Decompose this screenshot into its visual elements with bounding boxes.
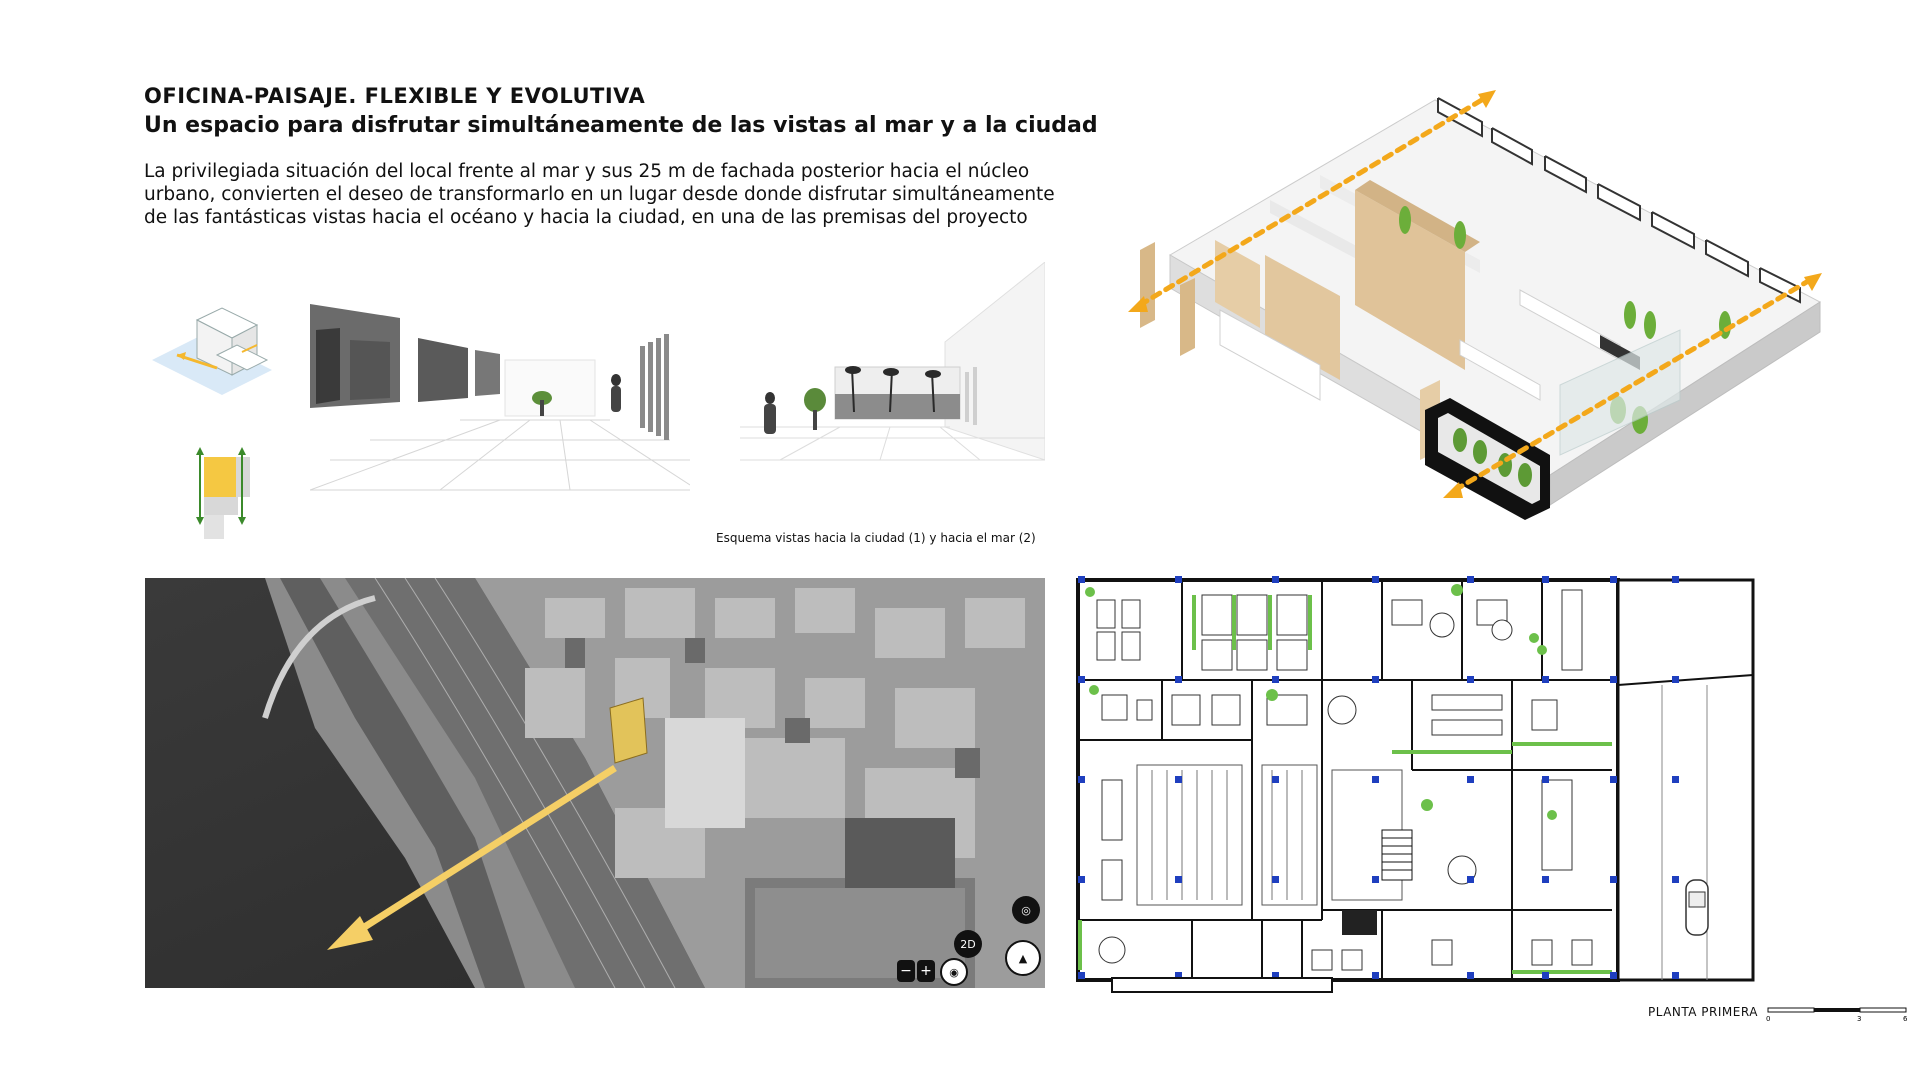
aerial-city-photo (145, 578, 1045, 988)
city-view-perspective-sketch (310, 290, 690, 500)
scale-tick-label: 6 (1903, 1015, 1908, 1022)
globe-icon[interactable]: ◉ (940, 958, 968, 986)
floor-plan (1072, 570, 1762, 995)
scale-tick-label: 3 (1857, 1015, 1862, 1022)
site-axonometric-icon (142, 300, 282, 410)
rotate-view-button[interactable]: ▲ (1005, 940, 1041, 976)
plan-orientation-icon (190, 445, 270, 545)
zoom-in-button[interactable]: + (917, 960, 935, 982)
panel-subtitle: Un espacio para disfrutar simultáneamente de las vistas al mar y a la ciudad (144, 113, 1098, 138)
plan-label: PLANTA PRIMERA (1648, 1005, 1758, 1019)
compass-button[interactable]: ◎ (1012, 896, 1040, 924)
schema-caption: Esquema vistas hacia la ciudad (1) y hacia el mar (2) (716, 531, 1036, 545)
zoom-out-button[interactable]: − (897, 960, 915, 982)
view-2d-button[interactable]: 2D (954, 930, 982, 958)
panel-title: OFICINA-PAISAJE. FLEXIBLE Y EVOLUTIVA (144, 84, 646, 108)
intro-paragraph: La privilegiada situación del local frente al mar y sus 25 m de fachada posterior hacia el núcleo urbano, convierten el deseo de transformarlo en un lugar desde donde disfrutar simultáneamente de las fantásticas vistas hacia el océano y hacia la ciudad, en una de las premisas del proyecto (144, 161, 1055, 228)
scale-bar (1762, 1000, 1912, 1022)
scale-tick-label: 0 (1766, 1015, 1771, 1022)
office-axonometric (1120, 80, 1840, 520)
sea-view-perspective-sketch (740, 262, 1045, 462)
